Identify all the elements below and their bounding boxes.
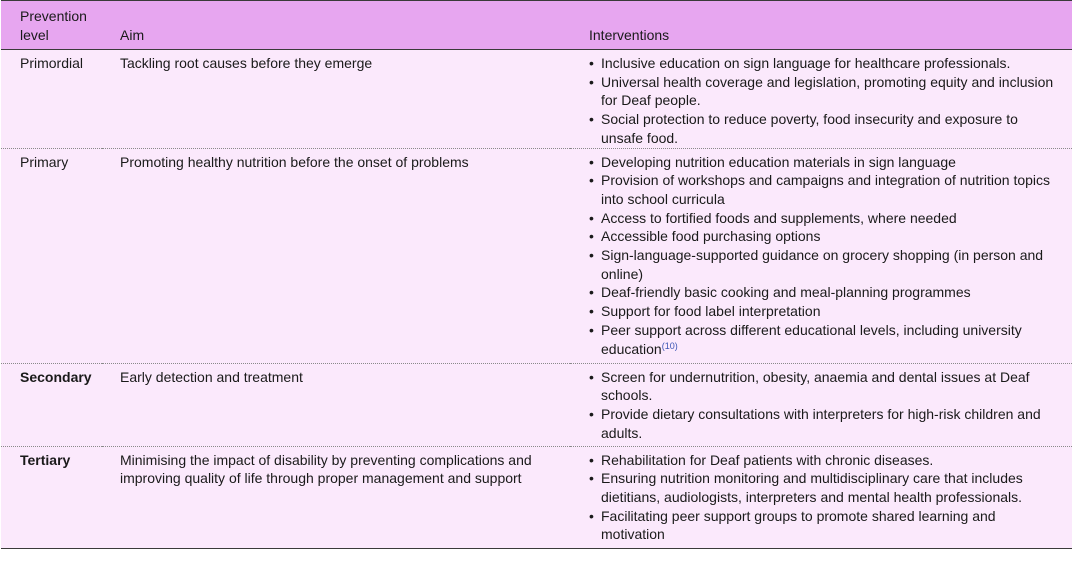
- interventions-list: [589, 368, 1062, 443]
- prevention-level-cell: [1, 446, 102, 548]
- aim-cell: Minimising the impact of disability by preventing complications and improving quality of life through proper management and support: [102, 446, 570, 548]
- table-header: [1, 1, 1072, 50]
- interventions-list: [589, 54, 1062, 148]
- interventions-cell: [570, 148, 1072, 363]
- header-row: [1, 1, 1072, 50]
- prevention-table: [1, 0, 1072, 549]
- table-row: [1, 50, 1072, 149]
- header-interventions: Interventions: [570, 1, 1072, 50]
- prevention-level-label: Primordial: [20, 55, 84, 71]
- intervention-item: • Provision of workshops and campaigns and integration of nutrition topics into school curricula: [589, 171, 1062, 208]
- intervention-item: • Rehabilitation for Deaf patients with chronic diseases.: [589, 451, 1062, 470]
- interventions-list: [589, 153, 1062, 359]
- table-body: [1, 50, 1072, 549]
- table-row: [1, 363, 1072, 446]
- intervention-item: • Deaf-friendly basic cooking and meal-planning programmes: [589, 283, 1062, 302]
- aim-cell: Promoting healthy nutrition before the onset of problems: [102, 148, 570, 363]
- intervention-item: • Inclusive education on sign language for healthcare professionals.: [589, 54, 1062, 73]
- interventions-cell: [570, 446, 1072, 548]
- interventions-cell: [570, 50, 1072, 149]
- interventions-list: [589, 451, 1062, 545]
- citation-reference[interactable]: (10): [661, 340, 678, 351]
- intervention-text: Peer support across different educational levels, including university education: [601, 321, 1022, 357]
- table-row: [1, 148, 1072, 363]
- header-prevention-level: Prevention level: [1, 1, 102, 50]
- prevention-level-label: Primary: [20, 153, 69, 170]
- prevention-level-cell: [1, 50, 102, 149]
- prevention-level-cell: [1, 363, 102, 446]
- table-row: [1, 446, 1072, 548]
- intervention-item: • Screen for undernutrition, obesity, anaemia and dental issues at Deaf schools.: [589, 368, 1062, 405]
- intervention-item-with-citation: [589, 321, 1062, 358]
- intervention-item: • Sign-language-supported guidance on grocery shopping (in person and online): [589, 246, 1062, 283]
- aim-cell: Tackling root causes before they emerge: [102, 50, 570, 149]
- intervention-item: • Support for food label interpretation: [589, 302, 1062, 321]
- intervention-item: • Accessible food purchasing options: [589, 227, 1062, 246]
- intervention-item: • Developing nutrition education materials in sign language: [589, 153, 1062, 172]
- header-aim: Aim: [102, 1, 570, 50]
- interventions-cell: [570, 363, 1072, 446]
- intervention-item: • Social protection to reduce poverty, food insecurity and exposure to unsafe food.: [589, 110, 1062, 147]
- intervention-item: • Ensuring nutrition monitoring and multidisciplinary care that includes dietitians, audiologists, interpreters and mental health professionals.: [589, 469, 1062, 506]
- aim-cell: Early detection and treatment: [102, 363, 570, 446]
- intervention-item: • Facilitating peer support groups to promote shared learning and motivation: [589, 507, 1062, 544]
- intervention-item: • Access to fortified foods and supplements, where needed: [589, 209, 1062, 228]
- intervention-item: • Universal health coverage and legislation, promoting equity and inclusion for Deaf people.: [589, 73, 1062, 110]
- intervention-item: • Provide dietary consultations with interpreters for high-risk children and adults.: [589, 405, 1062, 442]
- prevention-level-label: Tertiary: [20, 451, 71, 468]
- prevention-level-label: Secondary: [20, 368, 92, 385]
- prevention-level-cell: [1, 148, 102, 363]
